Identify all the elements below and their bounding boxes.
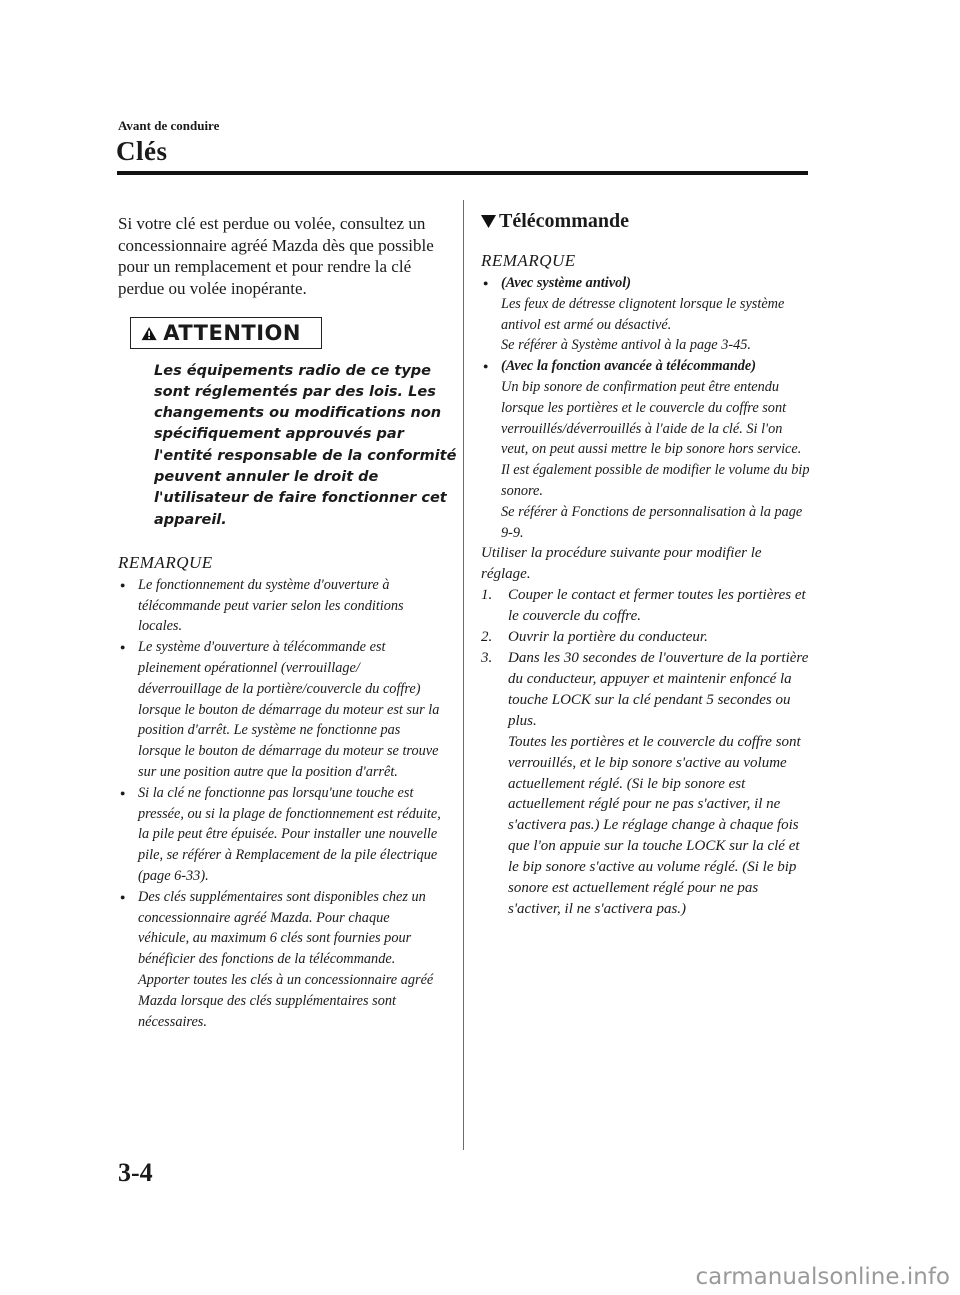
step-number: 1. (481, 587, 493, 604)
note-item-line: Se référer à Système antivol à la page 3-45. (501, 337, 751, 354)
step-number: 2. (481, 629, 493, 646)
step-text: Toutes les portières et le couvercle du coffre sont verrouillés, et le bip sonore s'active au volume actuellement réglé. (Si le bip sonore est actuellement réglé pour ne pas s'activer, il ne s'activera pas.) Le réglage change à chaque fois que l'on appuie sur la touche LOCK sur la clé et le bip sonore s'active au volume réglé. (Si le bip sonore est actuellement réglé pour ne pas s'activer, il ne s'activera pas.) (508, 733, 801, 917)
note-list (118, 575, 443, 1033)
step-text: Couper le contact et fermer toutes les portières et le couvercle du coffre. (508, 587, 806, 625)
triangle-down-icon (481, 214, 496, 229)
procedure-steps (481, 585, 813, 920)
right-column (481, 210, 813, 920)
note-item-title: ● (Avec la fonction avancée à télécommande) (501, 358, 757, 375)
page-number: 3-4 (118, 1158, 153, 1187)
column-divider (463, 200, 464, 1150)
step-number: 3. (481, 650, 493, 667)
watermark-text: carmanualsonline.info (695, 1264, 950, 1290)
subsection-title (481, 210, 813, 233)
note-item-title: ● (Avec système antivol) (501, 275, 631, 291)
attention-label: ATTENTION (163, 321, 301, 345)
attention-text: Les équipements radio de ce type sont réglementés par des lois. Les changements ou modifications non spécifiquement approuvés par l'entité responsable de la conformité peuvent annuler le droit de l'utilisateur de faire fonctionner cet appareil. (154, 362, 457, 528)
intro-paragraph: Si votre clé est perdue ou volée, consultez un concessionnaire agréé Mazda dès que possible pour un remplacement et pour rendre la clé perdue ou volée inopérante. (118, 214, 434, 298)
note-item: ● Le système d'ouverture à télécommande est pleinement opérationnel (verrouillage/ déverrouillage de la portière/couvercle du coffre) lorsque le bouton de démarrage du moteur est sur la position d'arrêt. Le système ne fonctionne pas lorsque le bouton de démarrage du moteur se trouve sur une position autre que la position d'arrêt. (118, 637, 443, 783)
procedure-step (481, 648, 813, 920)
step-text: Dans les 30 secondes de l'ouverture de la portière du conducteur, appuyer et maintenir enfoncé la touche LOCK sur la clé pendant 5 secondes ou plus. (508, 650, 809, 729)
note-list (481, 273, 813, 543)
note-item: ● Des clés supplémentaires sont disponibles chez un concessionnaire agréé Mazda. Pour chaque véhicule, au maximum 6 clés sont fournies pour bénéficier des fonctions de la télécommande. Apporter toutes les clés à un concessionnaire agréé Mazda lorsque des clés supplémentaires sont nécessaires. (118, 887, 443, 1033)
subsection-title-text: Télécommande (499, 210, 629, 232)
note-item-line: Un bip sonore de confirmation peut être entendu lorsque les portières et le couvercle du coffre sont verrouillés/déverrouillés à l'aide de la clé. Si l'on veut, on peut aussi mettre le bip sonore hors service. (501, 378, 802, 458)
note-item-line: Se référer à Fonctions de personnalisation à la page 9-9. (501, 503, 803, 541)
note-item (481, 273, 813, 356)
watermark (0, 1264, 960, 1290)
note-title: REMARQUE (481, 251, 576, 270)
procedure-step (481, 585, 813, 627)
note-item: ● Si la clé ne fonctionne pas lorsqu'une touche est pressée, ou si la plage de fonctionnement est réduite, la pile peut être épuisée. Pour installer une nouvelle pile, se référer à Remplacement de la pile électrique (page 6-33). (118, 783, 443, 887)
note-item-line: Il est également possible de modifier le volume du bip sonore. (501, 462, 810, 499)
attention-block (130, 317, 457, 531)
attention-header (130, 317, 322, 349)
procedure-intro: Utiliser la procédure suivante pour modifier le réglage. (481, 545, 762, 583)
note-item: ● Le fonctionnement du système d'ouverture à télécommande peut varier selon les conditions locales. (118, 575, 443, 637)
header-rule (117, 171, 808, 175)
procedure-step (481, 627, 813, 648)
chapter-title: Clés (116, 136, 168, 166)
note-item-line: Les feux de détresse clignotent lorsque le système antivol est armé ou désactivé. (501, 295, 785, 333)
left-column (118, 210, 457, 1032)
section-label: Avant de conduire (118, 118, 220, 133)
step-text: Ouvrir la portière du conducteur. (508, 629, 708, 646)
note-title: REMARQUE (118, 552, 213, 572)
warning-icon (141, 322, 157, 345)
note-item (481, 356, 813, 543)
